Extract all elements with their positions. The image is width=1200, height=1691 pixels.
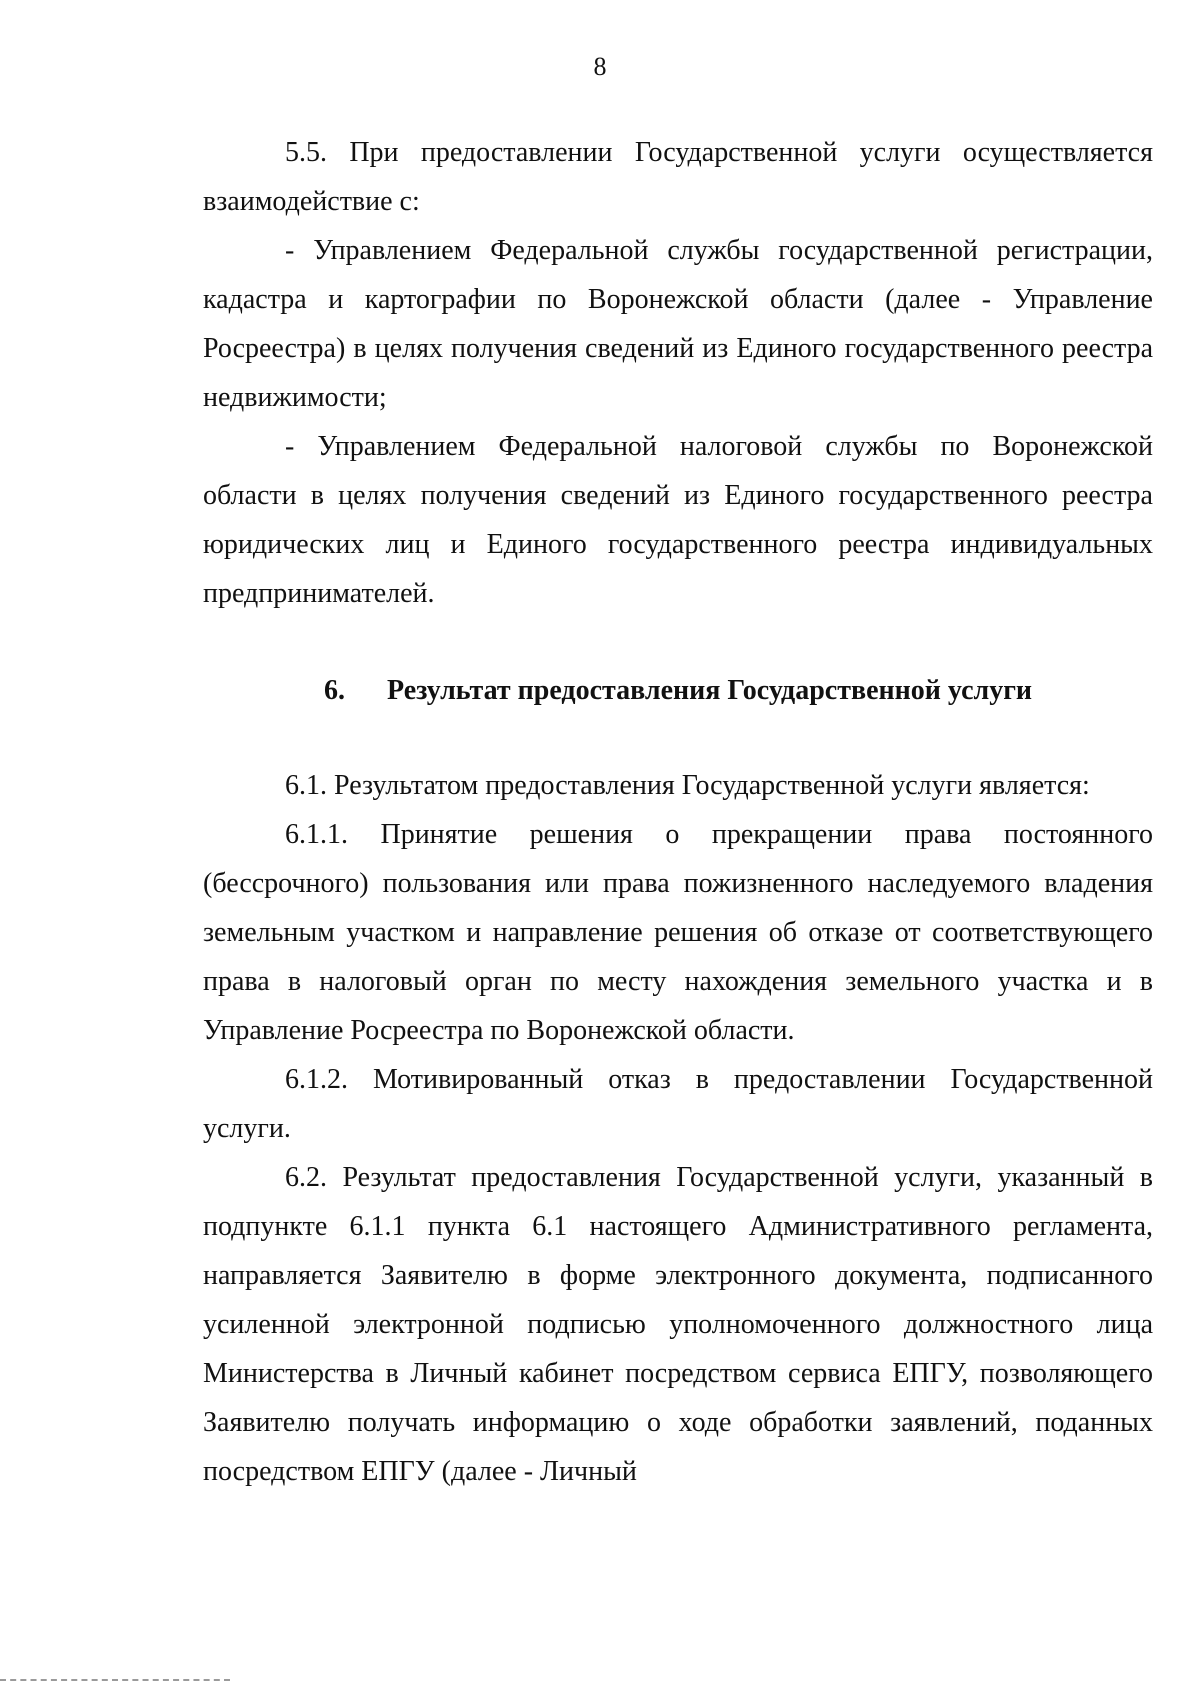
section-heading	[203, 666, 1153, 715]
paragraph-6-2: 6.2. Результат предоставления Государственной услуги, указанный в подпункте 6.1.1 пункта 6.1 настоящего Административного регламента, направляется Заявителю в форме электронного документа, подписанного усиленной электронной подписью уполномоченного должностного лица Министерства в Личный кабинет посредством сервиса ЕПГУ, позволяющего Заявителю получать информацию о ходе обработки заявлений, поданных посредством ЕПГУ (далее - Личный	[203, 1162, 1153, 1487]
paragraph-6-1-2: 6.1.2. Мотивированный отказ в предоставлении Государственной услуги.	[203, 1064, 1153, 1144]
document-body	[203, 128, 1153, 1496]
scan-artifact	[0, 1679, 230, 1685]
section-number: 6.	[323, 675, 345, 706]
paragraph-6-1: 6.1. Результатом предоставления Государственной услуги является:	[285, 770, 1090, 801]
page-number: 8	[593, 52, 607, 81]
paragraph-rosreestr-interaction: - Управлением Федеральной службы государственной регистрации, кадастра и картографии по Воронежской области (далее - Управление Росреестра) в целях получения сведений из Единого государственного реестра недвижимости;	[203, 235, 1153, 413]
paragraph-6-1-1: 6.1.1. Принятие решения о прекращении права постоянного (бессрочного) пользования или права пожизненного наследуемого владения земельным участком и направление решения об отказе от соответствующего права в налоговый орган по месту нахождения земельного участка и в Управление Росреестра по Воронежской области.	[203, 819, 1153, 1046]
section-title: Результат предоставления Государственной услуги	[386, 675, 1033, 706]
paragraph-5-5: 5.5. При предоставлении Государственной услуги осуществляется взаимодействие с:	[203, 137, 1153, 217]
paragraph-tax-service-interaction: - Управлением Федеральной налоговой службы по Воронежской области в целях получения сведений из Единого государственного реестра юридических лиц и Единого государственного реестра индивидуальных предпринимателей.	[203, 431, 1153, 609]
